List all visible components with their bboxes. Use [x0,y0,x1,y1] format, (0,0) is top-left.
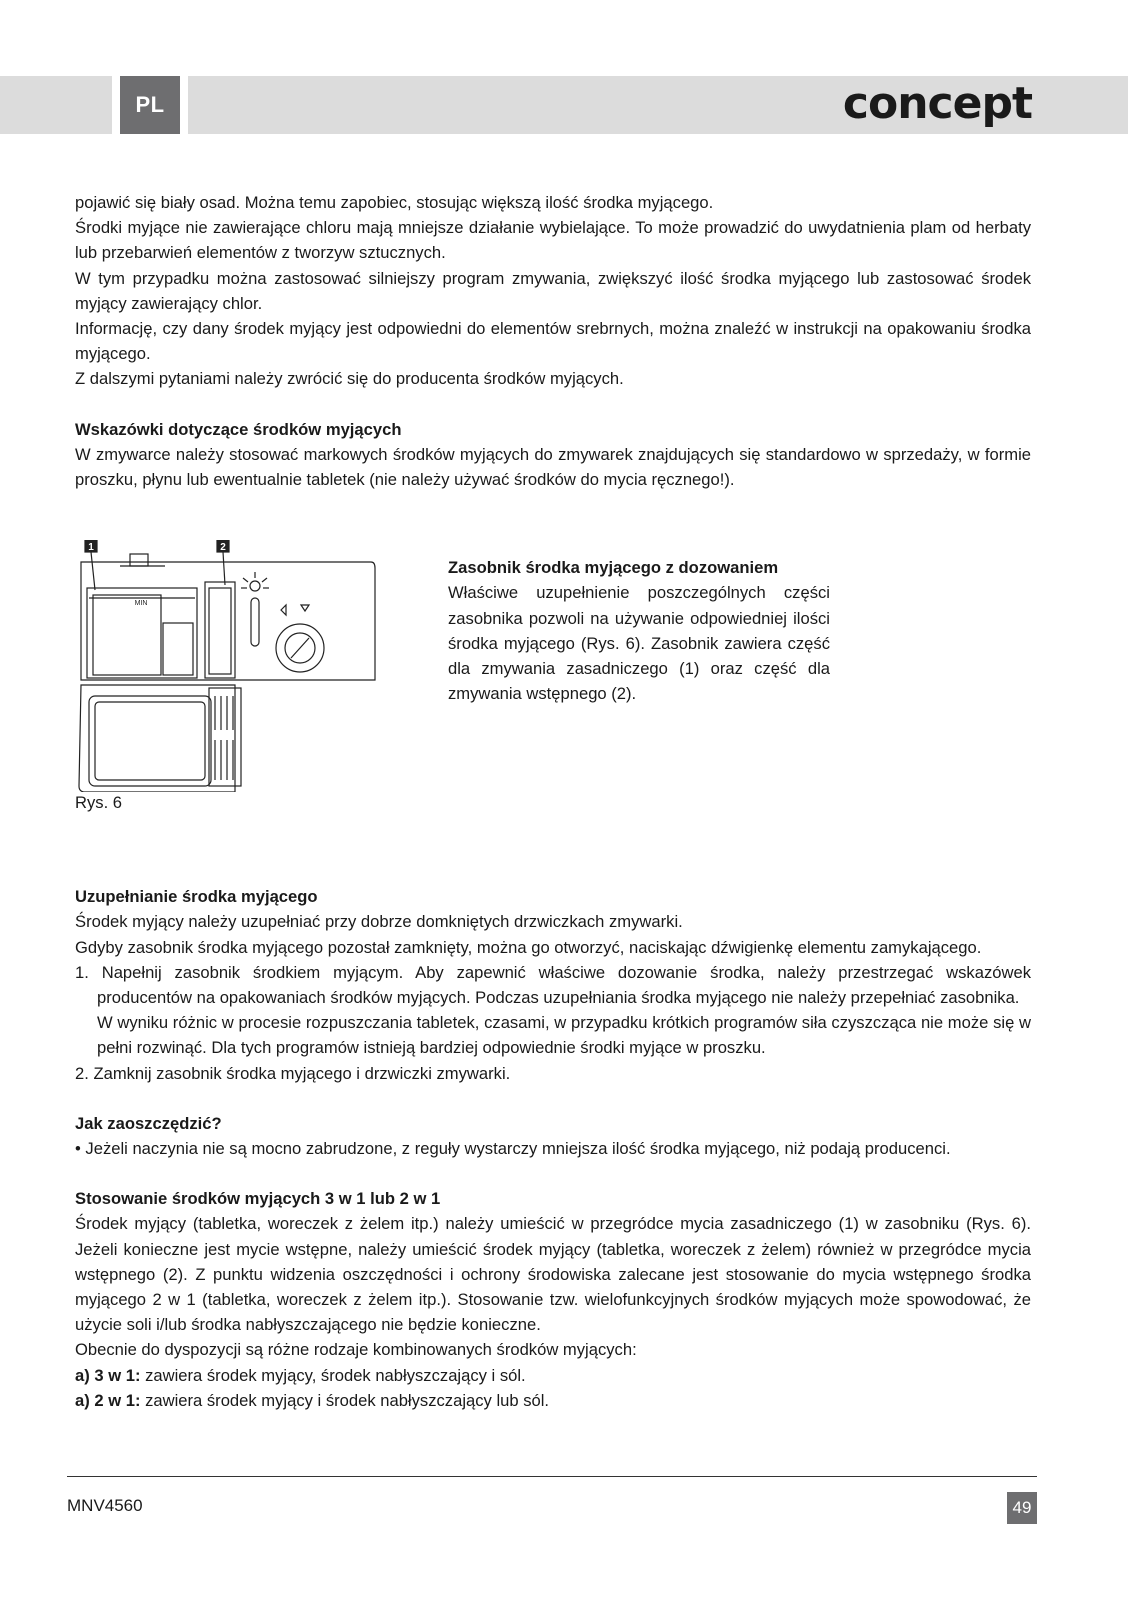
refill-paragraph: Środek myjący należy uzupełniać przy dobrze domkniętych drzwiczkach zmywarki. [75,912,683,932]
language-badge: PL [120,76,180,134]
intro-paragraph: Informację, czy dany środek myjący jest odpowiedni do elementów srebrnych, można znaleźć w instrukcji na opakowaniu środka myjącego. [75,319,1031,364]
combo-item-label: a) 3 w 1: [75,1365,141,1385]
min-mark: MIN [134,600,148,608]
figure-section [75,492,1031,884]
detergent-dispenser-figure [75,540,380,792]
refill-paragraph: Gdyby zasobnik środka myjącego pozostał zamknięty, można go otworzyć, naciskając dźwigienkę elementu zamykającego. [75,937,982,957]
intro-paragraph: Środki myjące nie zawierające chloru mają mniejsze działanie wybielające. To może prowadzić do uwydatnienia plam od herbaty lub przebarwień elementów z tworzyw sztucznych. [75,218,1031,263]
intro-paragraph: pojawić się biały osad. Można temu zapobiec, stosując większą ilość środka myjącego. [75,193,714,212]
refill-heading: Uzupełnianie środka myjącego [75,887,318,907]
figure-description [448,555,830,706]
combo-heading: Stosowanie środków myjących 3 w 1 lub 2 w 1 [75,1189,441,1209]
label-1: 1 [88,542,94,554]
figure-caption: Rys. 6 [75,793,123,813]
combo-text: Środek myjący (tabletka, woreczek z żelem itp.) należy umieścić w przegródce mycia zasadniczego (1) w zasobniku (Rys. 6). Jeżeli konieczne jest mycie wstępne, należy umieścić środek myjący (tabletka, woreczek z żelem) również w przegródce mycia wstępnego (2). Z punktu widzenia oszczędności i ochrony środowiska zalecane jest stosowanie do mycia wstępnego środka myjącego 2 w 1 (tabletka, woreczek z żelem itp.). Stosowanie tzw. wielofunkcyjnych środków myjących może spowodować, że użycie soli i/lub środka nabłyszczającego nie będzie konieczne. [75,1214,1031,1335]
refill-step: 2. Zamknij zasobnik środka myjącego i drzwiczki zmywarki. [75,1063,511,1083]
combo-item-label: a) 2 w 1: [75,1390,141,1410]
tips-text: W zmywarce należy stosować markowych środków myjących do zmywarek znajdujących się standardowo w sprzedaży, w formie proszku, płynu lub ewentualnie tabletek (nie należy używać środków do mycia ręcznego!). [75,444,1031,490]
combo-available: Obecnie do dyspozycji są różne rodzaje kombinowanych środków myjących: [75,1340,637,1360]
figure-heading: Zasobnik środka myjącego z dozowaniem [448,558,779,578]
page-number: 49 [1007,1492,1037,1524]
combo-item-text: zawiera środek myjący i środek nabłyszczający lub sól. [140,1390,550,1410]
intro-paragraph: W tym przypadku można zastosować silniejszy program zmywania, zwiększyć ilość środka myjącego lub zastosować środek myjący zawierający chlor. [75,268,1031,313]
combo-item [75,1363,1031,1388]
intro-paragraph: Z dalszymi pytaniami należy zwrócić się do producenta środków myjących. [75,369,624,389]
save-text: • Jeżeli naczynia nie są mocno zabrudzone, z reguły wystarczy mniejsza ilość środka myjącego, niż podają producenci. [75,1139,951,1159]
footer-rule [67,1476,1037,1477]
label-2: 2 [220,542,226,554]
brand-logo: concept [842,78,1032,129]
save-heading: Jak zaoszczędzić? [75,1113,222,1133]
refill-step-note: W wyniku różnic w procesie rozpuszczania tabletek, czasami, w przypadku krótkich programów siła czyszcząca nie może się w pełni rozwinąć. Dla tych programów istnieją bardziej odpowiednie środki myjące w proszku. [97,1013,1031,1058]
combo-item [75,1388,1031,1413]
combo-item-text: zawiera środek myjący, środek nabłyszczający i sól. [140,1365,526,1385]
figure-text: Właściwe uzupełnienie poszczególnych części zasobnika pozwoli na używanie odpowiedniej ilości środka myjącego (Rys. 6). Zasobnik zawiera część dla zmywania zasadniczego (1) oraz część dla zmywania wstępnego (2). [448,583,830,704]
footer-model: MNV4560 [67,1496,143,1515]
refill-step: 1. Napełnij zasobnik środkiem myjącym. Aby zapewnić właściwe dozowanie środka, należy przestrzegać wskazówek producentów na opakowaniach środków myjących. Podczas uzupełniania środka myjącego nie należy przepełniać zasobnika. [75,962,1031,1008]
page-content [75,190,1031,1413]
tips-heading: Wskazówki dotyczące środków myjących [75,419,402,439]
